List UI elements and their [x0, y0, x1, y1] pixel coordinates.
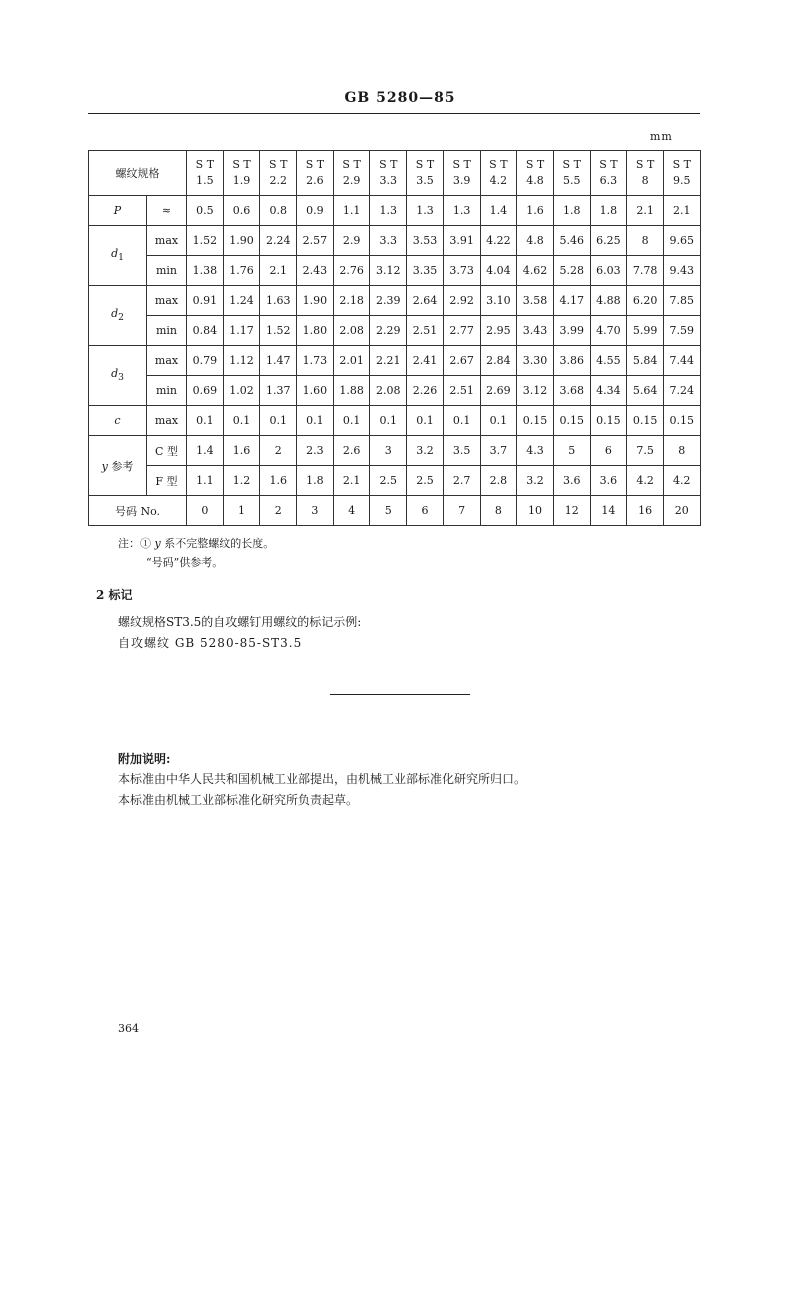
table-cell: 7.78: [627, 256, 664, 286]
appendix-heading: 附加说明:: [118, 752, 171, 766]
size-header-top: S T: [635, 158, 655, 171]
table-cell: 1.8: [590, 196, 627, 226]
size-header-bottom: 3.9: [452, 174, 471, 187]
note-2: “号码”供参考。: [146, 556, 224, 569]
table-cell: 6: [590, 436, 627, 466]
table-cell: 1.6: [223, 436, 260, 466]
f-type-label: F 型: [147, 466, 187, 496]
table-cell: 1.60: [297, 376, 334, 406]
section-divider: [330, 694, 470, 695]
table-cell: 2.1: [663, 196, 700, 226]
table-cell: 9.43: [663, 256, 700, 286]
size-header-cell: [407, 151, 444, 196]
size-header-bottom: 1.5: [196, 174, 214, 187]
size-header-cell: [333, 151, 370, 196]
c-max-label: max: [147, 406, 187, 436]
table-cell: 1.8: [553, 196, 590, 226]
table-cell: 1.76: [223, 256, 260, 286]
table-cell: 0.1: [407, 406, 444, 436]
table-cell: 12: [553, 496, 590, 526]
table-cell: 0.1: [260, 406, 297, 436]
d1-label: [89, 226, 147, 286]
table-cell: 4.70: [590, 316, 627, 346]
d2-label-letter: d: [111, 307, 119, 321]
table-cell: 3.2: [407, 436, 444, 466]
table-cell: 2.51: [443, 376, 480, 406]
table-cell: 5: [553, 436, 590, 466]
table-cell: 7.44: [663, 346, 700, 376]
table-cell: 2.67: [443, 346, 480, 376]
size-header-bottom: 3.3: [379, 174, 398, 187]
table-cell: 3.2: [517, 466, 554, 496]
pitch-approx-label: ≈: [147, 196, 187, 226]
size-header-top: S T: [195, 158, 215, 171]
table-cell: 2: [260, 436, 297, 466]
table-cell: 3.3: [370, 226, 407, 256]
size-header-cell: [590, 151, 627, 196]
table-cell: 0.1: [297, 406, 334, 436]
table-cell: 6.03: [590, 256, 627, 286]
table-cell: 1.02: [223, 376, 260, 406]
table-cell: 4.2: [663, 466, 700, 496]
marking-example-intro: 螺纹规格ST3.5的自攻螺钉用螺纹的标记示例:: [118, 615, 362, 629]
table-cell: 1.24: [223, 286, 260, 316]
size-header-top: S T: [415, 158, 435, 171]
number-label: 号码 No.: [89, 496, 187, 526]
table-cell: 7.24: [663, 376, 700, 406]
thread-dimensions-table: [88, 150, 701, 526]
table-cell: 9.65: [663, 226, 700, 256]
table-cell: 8: [663, 436, 700, 466]
c-type-label: C 型: [147, 436, 187, 466]
d1-label-letter: d: [111, 247, 119, 261]
appendix-line-2: 本标准由机械工业部标准化研究所负责起草。: [118, 793, 359, 807]
table-cell: 2.1: [260, 256, 297, 286]
size-header-bottom: 2.9: [342, 174, 361, 187]
table-cell: 3.53: [407, 226, 444, 256]
table-cell: 2.26: [407, 376, 444, 406]
table-cell: 1.8: [297, 466, 334, 496]
table-cell: 3.91: [443, 226, 480, 256]
table-cell: 2.1: [333, 466, 370, 496]
y-c-type-row: [89, 436, 701, 466]
table-cell: 3.5: [443, 436, 480, 466]
pitch-label: P: [89, 196, 147, 226]
d3-max-label: max: [147, 346, 187, 376]
table-cell: 1.38: [187, 256, 224, 286]
size-header-bottom: 2.6: [306, 174, 324, 187]
table-cell: 0.91: [187, 286, 224, 316]
d2-min-label: min: [147, 316, 187, 346]
table-cell: 2.08: [333, 316, 370, 346]
table-cell: 4.04: [480, 256, 517, 286]
size-header-bottom: 6.3: [599, 174, 618, 187]
number-row: [89, 496, 701, 526]
note-1-var: y: [154, 537, 161, 550]
d3-label-subscript: 3: [118, 372, 124, 384]
size-header-top: S T: [269, 158, 288, 171]
table-cell: 2.39: [370, 286, 407, 316]
table-cell: 1.52: [260, 316, 297, 346]
table-cell: 4.22: [480, 226, 517, 256]
table-cell: 2: [260, 496, 297, 526]
size-header-top: S T: [599, 158, 618, 171]
table-cell: 4.62: [517, 256, 554, 286]
table-cell: 0.15: [627, 406, 664, 436]
table-cell: 2.51: [407, 316, 444, 346]
size-header-cell: [260, 151, 297, 196]
table-cell: 4.88: [590, 286, 627, 316]
table-cell: 0.15: [517, 406, 554, 436]
thread-spec-header: 螺纹规格: [89, 151, 187, 196]
table-cell: 1.1: [187, 466, 224, 496]
table-cell: 3.58: [517, 286, 554, 316]
c-row: [89, 406, 701, 436]
table-cell: 16: [627, 496, 664, 526]
table-cell: 4.55: [590, 346, 627, 376]
table-cell: 3.30: [517, 346, 554, 376]
note-1-prefix: 注：①: [118, 537, 155, 550]
size-header-cell: [480, 151, 517, 196]
table-cell: 0.79: [187, 346, 224, 376]
table-cell: 8: [627, 226, 664, 256]
table-cell: 1.90: [297, 286, 334, 316]
table-cell: 0.15: [553, 406, 590, 436]
table-cell: 0.69: [187, 376, 224, 406]
table-header-row: [89, 151, 701, 196]
y-reference-label: [89, 436, 147, 496]
size-header-top: S T: [672, 158, 691, 171]
header-rule: [88, 113, 700, 114]
table-cell: 2.77: [443, 316, 480, 346]
table-cell: 1.88: [333, 376, 370, 406]
size-header-bottom: 5.5: [562, 174, 581, 187]
table-cell: 5.28: [553, 256, 590, 286]
size-header-cell: [443, 151, 480, 196]
table-cell: 4.2: [627, 466, 664, 496]
size-header-bottom: 8: [641, 174, 649, 187]
table-cell: 0.1: [370, 406, 407, 436]
section-2-heading: 2 标记: [96, 588, 133, 602]
size-header-top: S T: [489, 158, 508, 171]
table-cell: 3.12: [517, 376, 554, 406]
table-cell: 2.76: [333, 256, 370, 286]
table-cell: 8: [480, 496, 517, 526]
table-cell: 1.3: [443, 196, 480, 226]
table-cell: 3.10: [480, 286, 517, 316]
table-cell: 0.1: [187, 406, 224, 436]
table-cell: 2.41: [407, 346, 444, 376]
table-cell: 2.84: [480, 346, 517, 376]
table-cell: 2.1: [627, 196, 664, 226]
table-cell: 4.3: [517, 436, 554, 466]
table-cell: 2.6: [333, 436, 370, 466]
table-cell: 5.46: [553, 226, 590, 256]
table-cell: 1.73: [297, 346, 334, 376]
table-cell: 5.84: [627, 346, 664, 376]
table-cell: 3.43: [517, 316, 554, 346]
table-cell: 2.69: [480, 376, 517, 406]
size-header-top: S T: [562, 158, 581, 171]
table-cell: 1.2: [223, 466, 260, 496]
pitch-row: [89, 196, 701, 226]
table-cell: 5.99: [627, 316, 664, 346]
table-cell: 2.29: [370, 316, 407, 346]
unit-label: mm: [650, 130, 673, 143]
table-cell: 2.3: [297, 436, 334, 466]
d2-max-label: max: [147, 286, 187, 316]
table-cell: 3.6: [590, 466, 627, 496]
d1-min-label: min: [147, 256, 187, 286]
table-cell: 6.20: [627, 286, 664, 316]
size-header-cell: [187, 151, 224, 196]
table-cell: 1.12: [223, 346, 260, 376]
table-cell: 2.5: [370, 466, 407, 496]
standard-code-header: GB 5280—85: [344, 90, 456, 106]
d3-min-label: min: [147, 376, 187, 406]
table-cell: 2.8: [480, 466, 517, 496]
table-cell: 0.5: [187, 196, 224, 226]
table-cell: 2.08: [370, 376, 407, 406]
d3-label: [89, 346, 147, 406]
table-cell: 1.90: [223, 226, 260, 256]
table-cell: 1.63: [260, 286, 297, 316]
page-number: 364: [118, 1022, 139, 1035]
table-cell: 5.64: [627, 376, 664, 406]
table-cell: 1.4: [480, 196, 517, 226]
table-cell: 3.68: [553, 376, 590, 406]
size-header-cell: [223, 151, 260, 196]
note-1-text: 系不完整螺纹的长度。: [160, 537, 275, 550]
size-header-top: S T: [525, 158, 545, 171]
table-cell: 2.92: [443, 286, 480, 316]
size-header-bottom: 1.9: [232, 174, 251, 187]
size-header-cell: [627, 151, 664, 196]
table-cell: 1.80: [297, 316, 334, 346]
table-cell: 1.3: [370, 196, 407, 226]
table-cell: 4.17: [553, 286, 590, 316]
table-cell: 0.15: [590, 406, 627, 436]
table-cell: 2.64: [407, 286, 444, 316]
size-header-cell: [370, 151, 407, 196]
table-cell: 1.4: [187, 436, 224, 466]
d1-max-label: max: [147, 226, 187, 256]
table-cell: 14: [590, 496, 627, 526]
table-cell: 0.8: [260, 196, 297, 226]
table-cell: 10: [517, 496, 554, 526]
size-header-bottom: 4.8: [526, 174, 544, 187]
table-cell: 1.3: [407, 196, 444, 226]
table-cell: 3: [297, 496, 334, 526]
size-header-top: S T: [342, 158, 361, 171]
table-cell: 2.57: [297, 226, 334, 256]
size-header-bottom: 9.5: [673, 174, 691, 187]
table-cell: 2.9: [333, 226, 370, 256]
size-header-bottom: 4.2: [489, 174, 508, 187]
y-label-text: 参考: [107, 459, 134, 473]
table-cell: 1: [223, 496, 260, 526]
table-cell: 2.95: [480, 316, 517, 346]
table-cell: 3.6: [553, 466, 590, 496]
table-cell: 3.12: [370, 256, 407, 286]
d2-label-subscript: 2: [118, 312, 124, 324]
table-cell: 3.35: [407, 256, 444, 286]
table-cell: 4.34: [590, 376, 627, 406]
table-cell: 7: [443, 496, 480, 526]
d1-max-row: [89, 226, 701, 256]
table-cell: 2.18: [333, 286, 370, 316]
size-header-top: S T: [379, 158, 398, 171]
d3-max-row: [89, 346, 701, 376]
table-cell: 4.8: [517, 226, 554, 256]
table-cell: 1.1: [333, 196, 370, 226]
table-cell: 3.7: [480, 436, 517, 466]
table-cell: 2.21: [370, 346, 407, 376]
table-cell: 1.37: [260, 376, 297, 406]
marking-example: 自攻螺纹 GB 5280-85-ST3.5: [118, 636, 303, 650]
d1-label-subscript: 1: [118, 252, 124, 264]
table-cell: 0.1: [333, 406, 370, 436]
table-cell: 20: [663, 496, 700, 526]
table-cell: 2.43: [297, 256, 334, 286]
table-cell: 0.6: [223, 196, 260, 226]
table-cell: 6.25: [590, 226, 627, 256]
table-cell: 1.6: [517, 196, 554, 226]
y-f-type-row: [89, 466, 701, 496]
size-header-cell: [553, 151, 590, 196]
size-header-top: S T: [232, 158, 251, 171]
table-cell: 4: [333, 496, 370, 526]
table-cell: 3.86: [553, 346, 590, 376]
d3-min-row: [89, 376, 701, 406]
d3-label-letter: d: [111, 367, 119, 381]
c-label: c: [89, 406, 147, 436]
d1-min-row: [89, 256, 701, 286]
size-header-cell: [663, 151, 700, 196]
table-cell: 0: [187, 496, 224, 526]
appendix-line-1: 本标准由中华人民共和国机械工业部提出，由机械工业部标准化研究所归口。: [118, 772, 527, 786]
table-cell: 1.52: [187, 226, 224, 256]
table-cell: 1.17: [223, 316, 260, 346]
table-cell: 2.01: [333, 346, 370, 376]
table-cell: 0.1: [443, 406, 480, 436]
table-cell: 7.5: [627, 436, 664, 466]
d2-max-row: [89, 286, 701, 316]
d2-label: [89, 286, 147, 346]
size-header-bottom: 2.2: [269, 174, 287, 187]
table-cell: 1.6: [260, 466, 297, 496]
note-1: [118, 535, 274, 551]
table-cell: 2.24: [260, 226, 297, 256]
y-label-var: y: [101, 459, 108, 473]
size-header-top: S T: [305, 158, 325, 171]
size-header-top: S T: [452, 158, 471, 171]
table-cell: 0.1: [223, 406, 260, 436]
table-cell: 7.59: [663, 316, 700, 346]
table-cell: 6: [407, 496, 444, 526]
table-cell: 2.7: [443, 466, 480, 496]
table-cell: 3.99: [553, 316, 590, 346]
table-cell: 7.85: [663, 286, 700, 316]
table-cell: 2.5: [407, 466, 444, 496]
table-cell: 1.47: [260, 346, 297, 376]
table-cell: 3: [370, 436, 407, 466]
d2-min-row: [89, 316, 701, 346]
table-cell: 0.1: [480, 406, 517, 436]
table-cell: 0.9: [297, 196, 334, 226]
size-header-cell: [297, 151, 334, 196]
table-cell: 5: [370, 496, 407, 526]
table-cell: 0.84: [187, 316, 224, 346]
table-cell: 0.15: [663, 406, 700, 436]
table-cell: 3.73: [443, 256, 480, 286]
size-header-bottom: 3.5: [416, 174, 434, 187]
size-header-cell: [517, 151, 554, 196]
